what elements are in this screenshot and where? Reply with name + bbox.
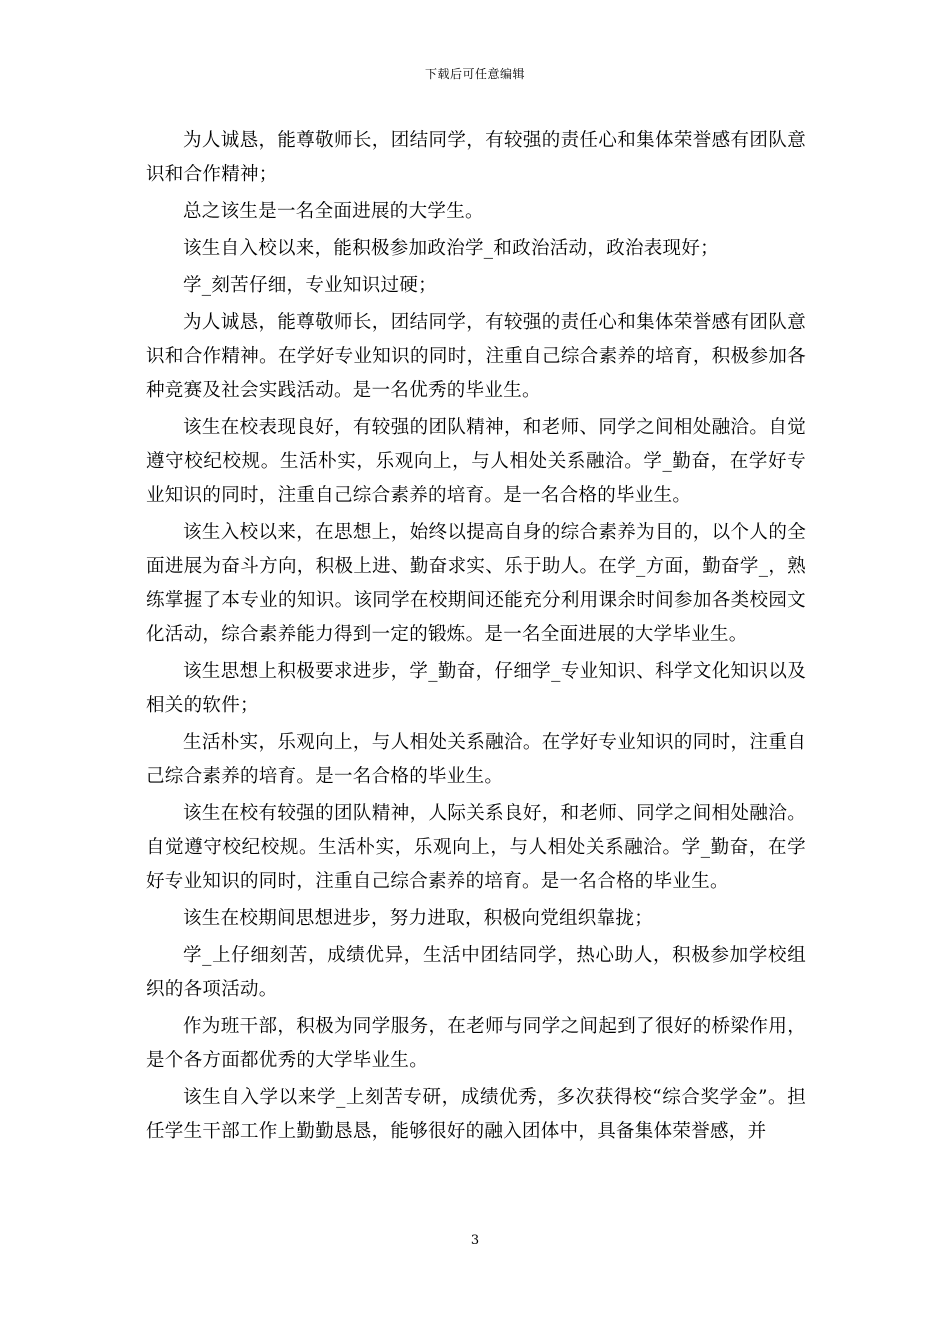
paragraph: 作为班干部，积极为同学服务，在老师与同学之间起到了很好的桥梁作用，是个各方面都优秀的大学毕业生。 [146,1016,806,1071]
paragraph: 该生在校表现良好，有较强的团队精神，和老师、同学之间相处融洽。自觉遵守校纪校规。生活朴实，乐观向上，与人相处关系融洽。学_勤奋，在学好专业知识的同时，注重自己综合素养的培育。是一名合格的毕业生。 [146,417,806,506]
paragraph: 该生思想上积极要求进步，学_勤奋，仔细学_专业知识、科学文化知识以及相关的软件； [146,661,806,716]
paragraph: 该生在校有较强的团队精神，人际关系良好，和老师、同学之间相处融洽。自觉遵守校纪校规。生活朴实，乐观向上，与人相处关系融洽。学_勤奋，在学好专业知识的同时，注重自己综合素养的培育。是一名合格的毕业生。 [146,803,806,892]
paragraph: 学_上仔细刻苦，成绩优异，生活中团结同学，热心助人，积极参加学校组织的各项活动。 [146,945,806,1000]
paragraph: 该生入校以来，在思想上，始终以提高自身的综合素养为目的，以个人的全面进展为奋斗方向，积极上进、勤奋求实、乐于助人。在学_方面，勤奋学_，熟练掌握了本专业的知识。该同学在校期间还能充分利用课余时间参加各类校园文化活动，综合素养能力得到一定的锻炼。是一名全面进展的大学毕业生。 [146,522,806,645]
paragraph: 为人诚恳，能尊敬师长，团结同学，有较强的责任心和集体荣誉感有团队意识和合作精神。在学好专业知识的同时，注重自己综合素养的培育，积极参加各种竞赛及社会实践活动。是一名优秀的毕业生。 [146,312,806,401]
paragraph: 该生自入学以来学_上刻苦专研，成绩优秀，多次获得校“综合奖学金”。担任学生干部工作上勤勤恳恳，能够很好的融入团体中，具备集体荣誉感，并 [146,1087,806,1142]
page-header: 下载后可任意编辑 [424,67,525,81]
document-body [146,124,806,1152]
paragraph: 总之该生是一名全面进展的大学生。 [183,201,484,222]
paragraph: 该生在校期间思想进步，努力进取，积极向党组织靠拢； [183,908,654,929]
paragraph: 生活朴实，乐观向上，与人相处关系融洽。在学好专业知识的同时，注重自己综合素养的培育。是一名合格的毕业生。 [146,732,806,787]
paragraph: 该生自入校以来，能积极参加政治学_和政治活动，政治表现好； [183,238,719,259]
paragraph: 为人诚恳，能尊敬师长，团结同学，有较强的责任心和集体荣誉感有团队意识和合作精神； [146,130,806,185]
page-number: 3 [470,1233,480,1248]
paragraph: 学_刻苦仔细，专业知识过硬； [183,275,437,296]
